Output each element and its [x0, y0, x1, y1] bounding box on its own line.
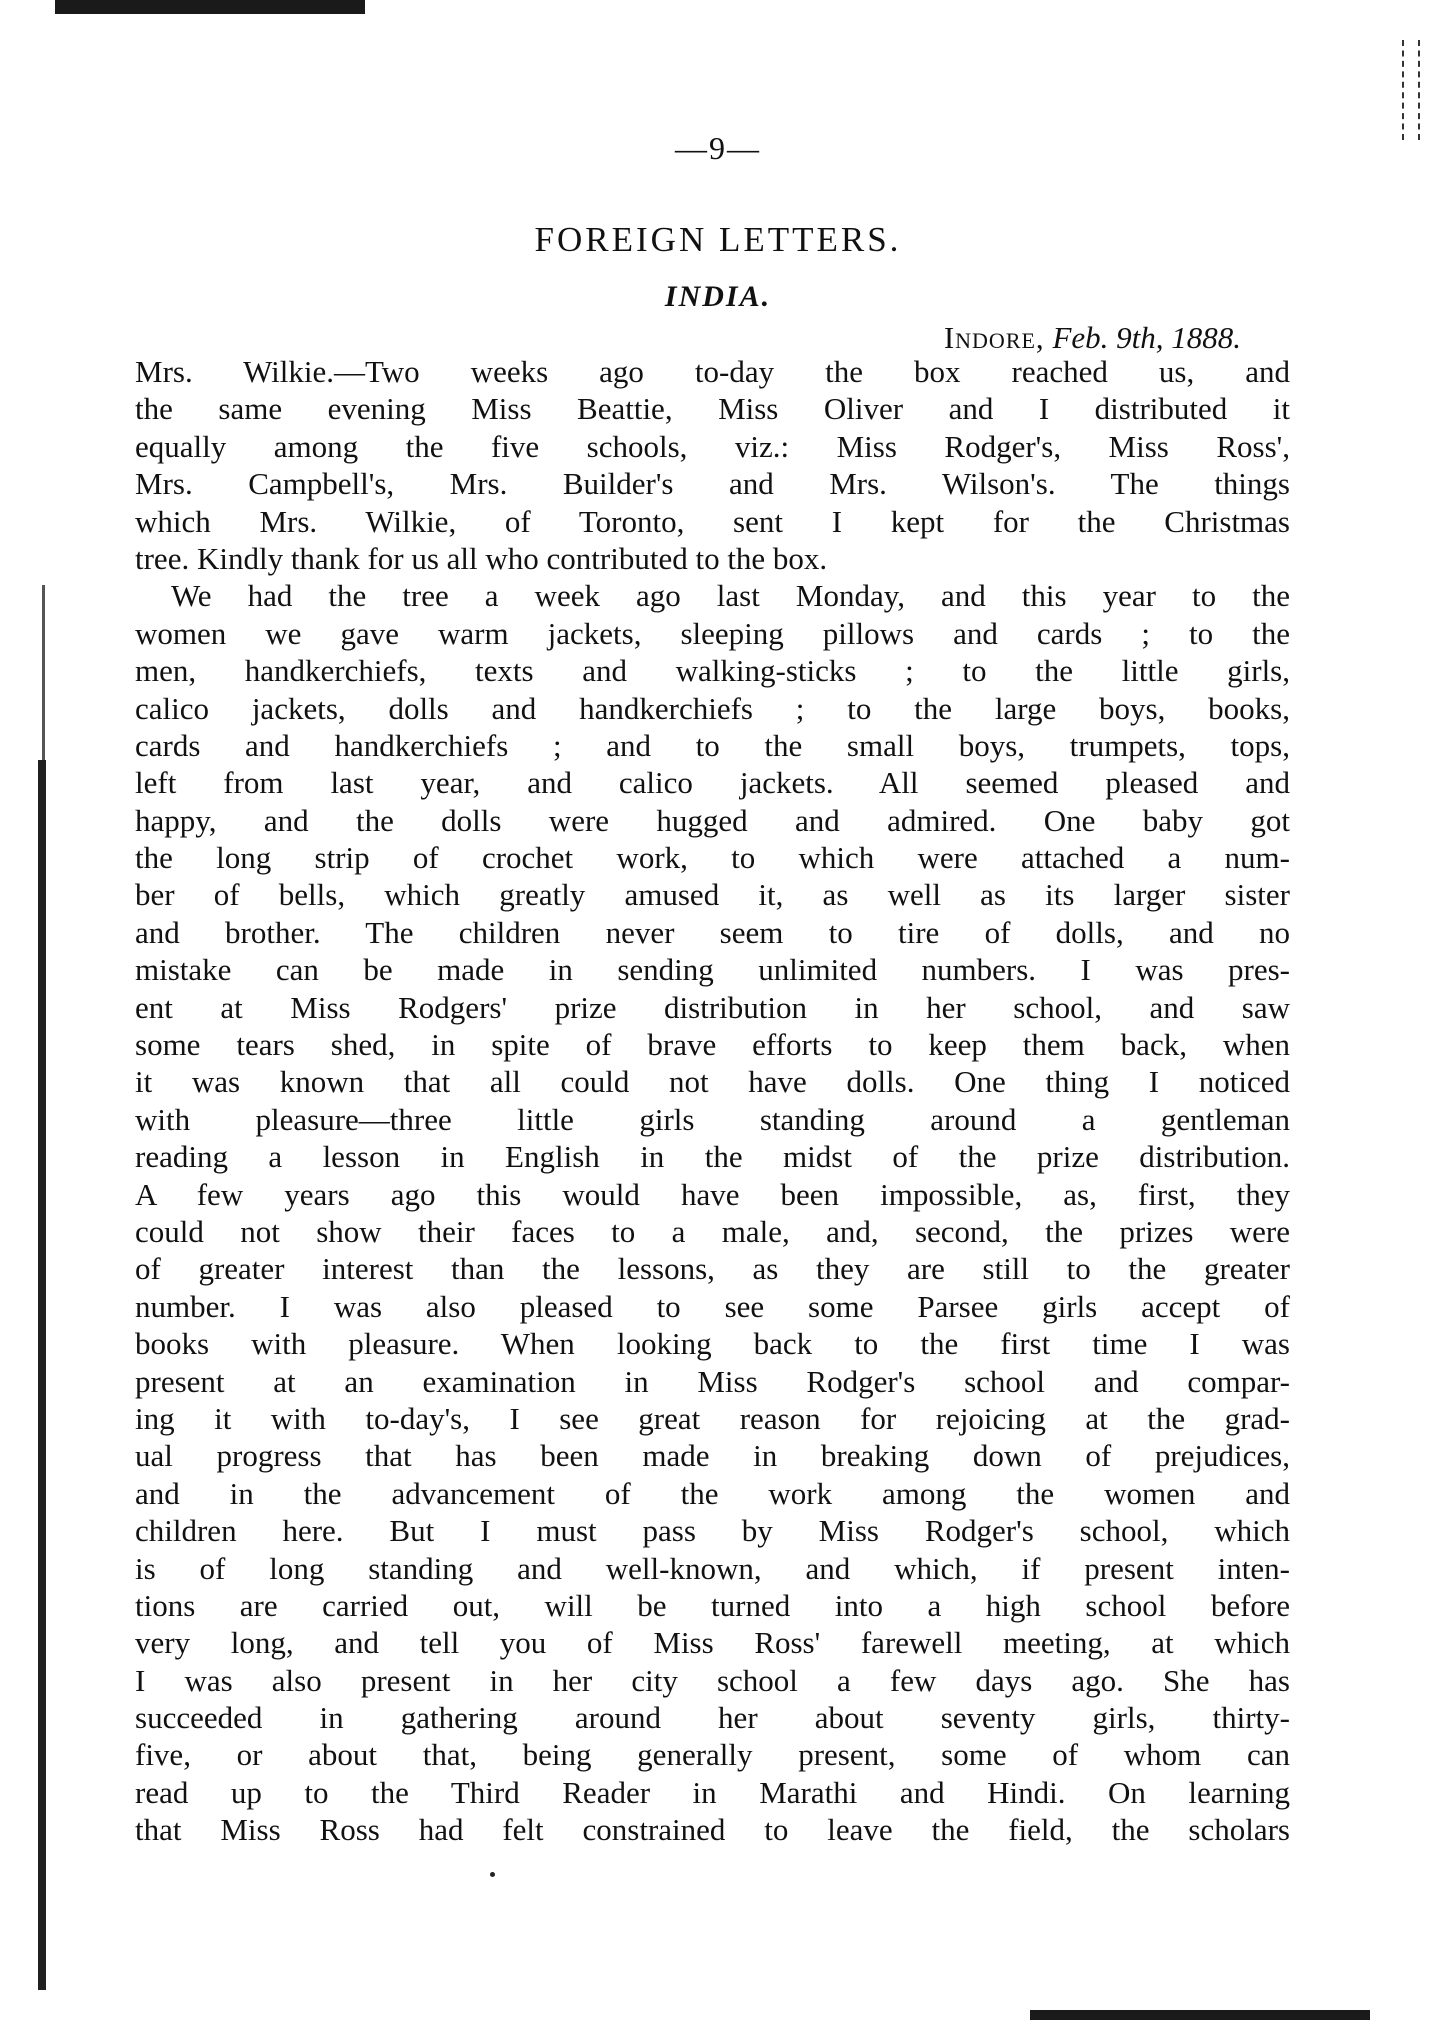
letter-body	[135, 353, 1290, 1849]
text-line: I was also present in her city school a few days ago. She has	[135, 1662, 1290, 1698]
text-line: with pleasure—three little girls standing around a gentleman	[135, 1101, 1290, 1137]
text-line: cards and handkerchiefs ; and to the small boys, trumpets, tops,	[135, 727, 1290, 763]
text-line: succeeded in gathering around her about seventy girls, thirty-	[135, 1700, 1290, 1736]
text-line: could not show their faces to a male, and, second, the prizes were	[135, 1213, 1290, 1249]
text-line: and in the advancement of the work among the women and	[135, 1475, 1290, 1511]
dateline	[944, 320, 1241, 356]
text-line: books with pleasure. When looking back to the first time I was	[135, 1326, 1290, 1362]
text-line: which Mrs. Wilkie, of Toronto, sent I kept for the Christmas	[135, 503, 1290, 539]
text-line: men, handkerchiefs, texts and walking-sticks ; to the little girls,	[135, 653, 1290, 689]
text-line: very long, and tell you of Miss Ross' farewell meeting, at which	[135, 1625, 1290, 1661]
text-line: A few years ago this would have been impossible, as, first, they	[135, 1176, 1290, 1212]
text-line: Mrs. Campbell's, Mrs. Builder's and Mrs. Wilson's. The things	[135, 466, 1290, 502]
scan-edge-left-thin	[42, 585, 45, 765]
page-number: —9—	[675, 130, 761, 166]
section-title: FOREIGN LETTERS.	[534, 220, 902, 259]
text-line: women we gave warm jackets, sleeping pillows and cards ; to the	[135, 615, 1290, 651]
text-line: is of long standing and well-known, and which, if present inten-	[135, 1550, 1290, 1586]
text-line: read up to the Third Reader in Marathi and Hindi. On learning	[135, 1774, 1290, 1810]
text-line: children here. But I must pass by Miss Rodger's school, which	[135, 1513, 1290, 1549]
text-line: mistake can be made in sending unlimited numbers. I was pres-	[135, 952, 1290, 988]
scan-edge-left	[38, 760, 46, 1990]
text-line: ber of bells, which greatly amused it, as well as its larger sister	[135, 877, 1290, 913]
text-line: and brother. The children never seem to tire of dolls, and no	[135, 914, 1290, 950]
text-line: Mrs. Wilkie.—Two weeks ago to-day the box reached us, and	[135, 354, 1290, 389]
text-line: tree. Kindly thank for us all who contributed to the box.	[135, 540, 828, 576]
text-line: it was known that all could not have dolls. One thing I noticed	[135, 1064, 1290, 1100]
text-line: We had the tree a week ago last Monday, and this year to the	[171, 578, 1290, 614]
scan-marks-right	[1402, 40, 1420, 140]
text-line: ent at Miss Rodgers' prize distribution in her school, and saw	[135, 989, 1290, 1025]
text-line: calico jackets, dolls and handkerchiefs ; to the large boys, books,	[135, 690, 1290, 726]
text-line: reading a lesson in English in the midst of the prize distribution.	[135, 1139, 1290, 1175]
dateline-place: Indore,	[943, 320, 1045, 355]
text-line: ual progress that has been made in breaking down of prejudices,	[135, 1438, 1290, 1474]
text-line: some tears shed, in spite of brave efforts to keep them back, when	[135, 1027, 1290, 1063]
text-line: happy, and the dolls were hugged and admired. One baby got	[135, 802, 1290, 838]
text-line: left from last year, and calico jackets. All seemed pleased and	[135, 765, 1290, 801]
text-line: present at an examination in Miss Rodger's school and compar-	[135, 1363, 1290, 1399]
text-line: the long strip of crochet work, to which were attached a num-	[135, 840, 1290, 876]
scan-border-top	[55, 0, 365, 14]
text-line: ing it with to-day's, I see great reason for rejoicing at the grad-	[135, 1400, 1290, 1436]
text-line: number. I was also pleased to see some Parsee girls accept of	[135, 1288, 1290, 1324]
dateline-date: Feb. 9th, 1888.	[1052, 320, 1241, 355]
scan-border-bottom	[1030, 2010, 1370, 2020]
text-line: tions are carried out, will be turned into a high school before	[135, 1587, 1290, 1623]
text-line: the same evening Miss Beattie, Miss Oliver and I distributed it	[135, 391, 1290, 427]
stray-dot	[490, 1872, 495, 1877]
text-line: five, or about that, being generally present, some of whom can	[135, 1737, 1290, 1773]
text-line: equally among the five schools, viz.: Miss Rodger's, Miss Ross',	[135, 428, 1290, 464]
text-line: of greater interest than the lessons, as they are still to the greater	[135, 1251, 1290, 1287]
country-heading: INDIA.	[664, 280, 772, 313]
text-line: that Miss Ross had felt constrained to leave the field, the scholars	[135, 1812, 1290, 1848]
